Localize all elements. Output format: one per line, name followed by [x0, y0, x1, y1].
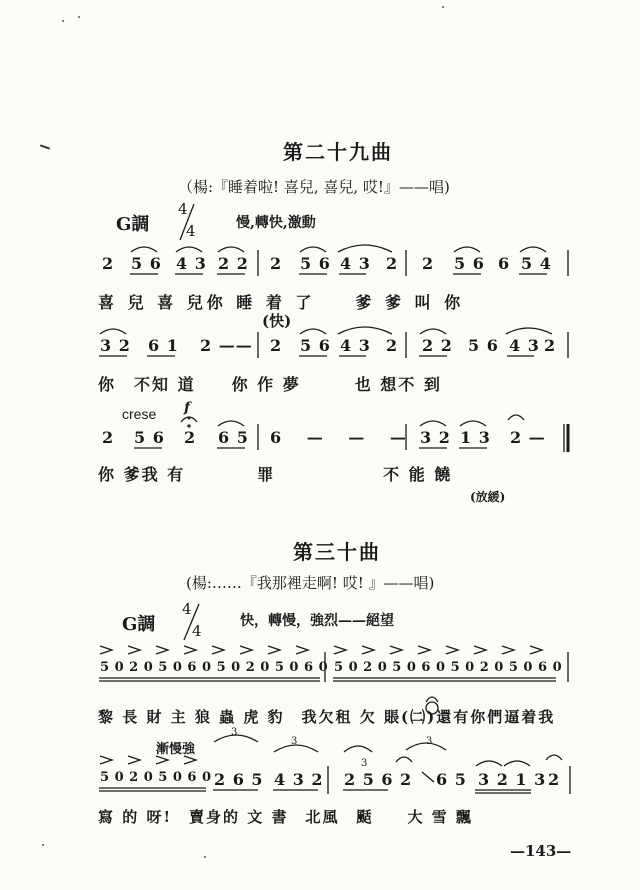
song30-meter-top: 4: [182, 600, 192, 618]
s30-r2-triplet-3: 3: [361, 758, 368, 769]
s30-fermata: [546, 755, 562, 760]
s29-r2-n10: 4 3: [509, 336, 540, 355]
s30-slur: [504, 761, 530, 766]
s30-r1-n1: 5 0 2 0 5 0 6 0 5 0 2 0 5 0 6 0: [100, 660, 329, 675]
s29-r1-n11: 6: [498, 254, 511, 273]
s30-r2-mark: 漸慢強: [156, 742, 196, 757]
song29-key: G調: [116, 214, 150, 235]
s29-r3-n6: 3 2: [420, 428, 451, 447]
s29-slur: [100, 329, 126, 334]
s29-r2-n8: 2 2: [422, 336, 453, 355]
s29-fermata: [181, 417, 197, 422]
song29-meter-top: 4: [178, 200, 188, 218]
s29-r2-n1: 3 2: [100, 336, 131, 355]
s29-r3-n4: 6 5: [218, 428, 249, 447]
s29-r1-n9: 2: [422, 254, 435, 273]
s29-r2-n4: 2: [270, 336, 283, 355]
s29-r1-n3: 4 3: [176, 254, 207, 273]
s29-slur: [300, 329, 326, 334]
s29-note: (放緩): [470, 490, 506, 504]
s29-r3-mark: crese: [122, 406, 157, 422]
s30-r2-n6: 6 5: [436, 770, 467, 789]
s30-fermata: [396, 757, 412, 762]
s29-r3-dynamic: f: [184, 400, 191, 416]
s29-r1-lyrics: 喜 兒 喜 兒你 睡 着 了 爹 爹 叫 你: [98, 293, 465, 312]
s30-slur: [344, 746, 372, 752]
s29-r2-mark: (快): [262, 312, 292, 330]
s30-r2-n2: 2 6 5: [214, 770, 264, 789]
s29-r3-lyrics: 你 爹我 有 罪 不 能 饒: [98, 465, 453, 484]
s29-r3-n5: 6 — — —: [270, 428, 416, 447]
s30-r2-n3: 4 3 2: [274, 770, 324, 789]
s29-r3-n2: 5 6: [134, 428, 165, 447]
s30-accents-2: [100, 756, 196, 764]
s30-r2-triplet-2: 3: [291, 736, 298, 747]
s29-slur: [338, 327, 392, 334]
song29-direction: （楊:『睡着啦! 喜兒, 喜兒, 哎!』——唱): [178, 178, 450, 196]
s29-r1-n6: 5 6: [300, 254, 331, 273]
s29-r1-n2: 5 6: [131, 254, 162, 273]
s29-r1-n10: 5 6: [454, 254, 485, 273]
song30-meter-bottom: 4: [192, 622, 202, 640]
song29-title: 第二十九曲: [283, 140, 393, 164]
s29-slur: [506, 328, 552, 334]
s29-slur: [300, 247, 326, 252]
s29-r1-n1: 2: [102, 254, 115, 273]
s30-glide: [422, 772, 434, 782]
song30-direction: (楊:……『我那裡走啊! 哎! 』——唱): [186, 574, 435, 592]
s29-slur: [420, 421, 446, 426]
s29-r2-n6: 4 3: [340, 336, 371, 355]
s30-r2-n8: 2: [548, 770, 561, 789]
s29-slur: [420, 329, 446, 334]
s29-r2-n2: 6 1: [148, 336, 179, 355]
s29-r3-n8: 2 —: [510, 428, 546, 447]
song30-tempo: 快，轉慢，強烈——絕望: [240, 613, 394, 629]
page-number: —143—: [510, 842, 572, 860]
s29-fermata-dot: [188, 417, 190, 419]
s29-slur: [454, 247, 480, 252]
s29-fermata: [508, 415, 524, 420]
s29-r2-lyrics: 你 不知 道 你 作 夢 也 想不 到: [98, 375, 442, 394]
song29-meter-bottom: 4: [186, 222, 196, 240]
s29-r1-n8: 2: [386, 254, 399, 273]
s30-r2-n1: 5 0 2 0 5 0 6 0: [100, 770, 212, 785]
s29-r2-n9: 5 6: [468, 336, 499, 355]
s29-slur: [176, 247, 202, 252]
s29-r1-n7: 4 3: [340, 254, 371, 273]
s29-slur: [520, 247, 546, 252]
s30-slur: [426, 697, 438, 702]
s30-r2-n5: 2: [400, 770, 413, 789]
s30-r2-triplet-1: 3: [231, 727, 238, 738]
s30-r2-lyrics: 寫 的 呀! 賣身的 文 書 北風 颳 大 雪 飄: [98, 808, 473, 826]
s29-slur: [131, 247, 157, 252]
song30-title: 第三十曲: [293, 540, 381, 564]
s30-r1-lyrics: 黎 長 財 主 狼 蟲 虎 豹 我欠租 欠 賬(㈡)還有你們逼着我: [98, 708, 556, 726]
song29-tempo: 慢,轉快,激動: [236, 215, 316, 231]
song30-key: G調: [122, 614, 156, 635]
s29-r2-n3: 2 ——: [200, 336, 253, 355]
s30-slur: [476, 761, 502, 766]
s30-accents-1: [100, 646, 542, 654]
s29-slur: [338, 245, 392, 252]
s30-r1-n2: 5 0 2 0 5 0 6 0 5 0 2 0 5 0 6 0: [334, 660, 563, 675]
s30-r2-triplet-4: 3: [426, 736, 433, 747]
s29-high-dot: [188, 425, 190, 427]
s29-slur: [218, 247, 244, 252]
s29-r3-n7: 1 3: [460, 428, 491, 447]
s29-r1-n5: 2: [270, 254, 283, 273]
s29-r1-n4: 2 2: [218, 254, 249, 273]
s29-r2-n7: 2: [386, 336, 399, 355]
s29-slur: [460, 421, 486, 426]
s29-slur: [218, 421, 244, 426]
s29-r3-n3: 2: [184, 428, 197, 447]
s30-r2-n4: 2 5 6: [344, 770, 394, 789]
s29-r1-n12: 5 4: [521, 254, 552, 273]
s30-r2-n7: 3 2 1 3: [478, 770, 547, 789]
s29-r2-n5: 5 6: [300, 336, 331, 355]
s29-r3-n1: 2: [102, 428, 115, 447]
s29-r2-n11: 2: [544, 336, 557, 355]
